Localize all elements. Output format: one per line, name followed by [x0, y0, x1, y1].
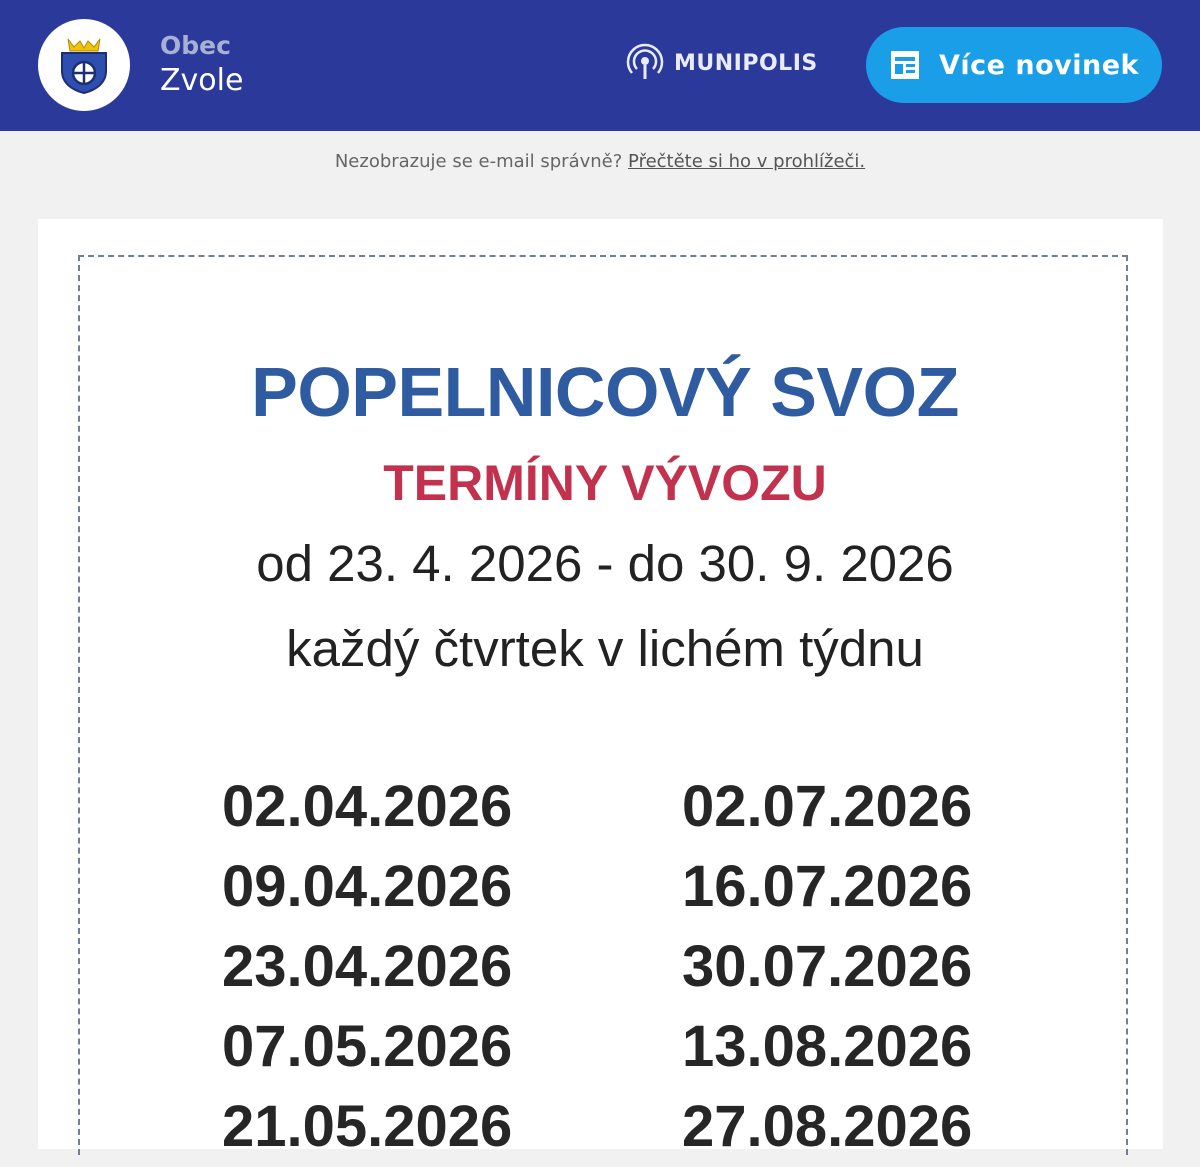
broadcast-icon	[626, 44, 664, 82]
date-item: 02.04.2026	[222, 774, 513, 839]
date-item: 09.04.2026	[222, 854, 513, 919]
more-news-button[interactable]	[866, 27, 1162, 103]
header-bar	[0, 0, 1200, 131]
date-item: 30.07.2026	[682, 934, 973, 999]
notice-text: Nezobrazuje se e-mail správně?	[334, 151, 623, 172]
date-item: 16.07.2026	[682, 854, 973, 919]
municipality-logo[interactable]	[38, 19, 130, 111]
more-news-label: Více novinek	[939, 49, 1139, 81]
munipolis-logo[interactable]	[626, 44, 818, 82]
poster-date-range: od 23. 4. 2026 - do 30. 9. 2026	[256, 535, 954, 592]
date-item: 23.04.2026	[222, 934, 513, 999]
poster-subtitle: TERMÍNY VÝVOZU	[383, 455, 827, 511]
collection-poster-image	[78, 255, 1128, 1159]
date-item: 13.08.2026	[682, 1014, 973, 1079]
date-item: 02.07.2026	[682, 774, 973, 839]
content-card	[38, 219, 1163, 1159]
brand-name: MUNIPOLIS	[674, 50, 818, 76]
municipality-name	[160, 30, 243, 100]
coat-of-arms-icon	[58, 35, 110, 95]
dates-left-column	[222, 767, 512, 1167]
email-view-notice	[0, 151, 1200, 172]
view-in-browser-link[interactable]: Přečtěte si ho v prohlížeči.	[628, 151, 866, 172]
org-label: Obec	[160, 31, 231, 60]
date-item: 07.05.2026	[222, 1014, 513, 1079]
poster-frequency: každý čtvrtek v lichém týdnu	[286, 620, 924, 677]
newspaper-icon	[889, 49, 921, 81]
date-item: 21.05.2026	[222, 1094, 513, 1159]
org-name: Zvole	[160, 63, 244, 98]
poster-title: POPELNICOVÝ SVOZ	[251, 353, 959, 431]
dates-right-column	[682, 767, 972, 1167]
date-item: 27.08.2026	[682, 1094, 973, 1159]
